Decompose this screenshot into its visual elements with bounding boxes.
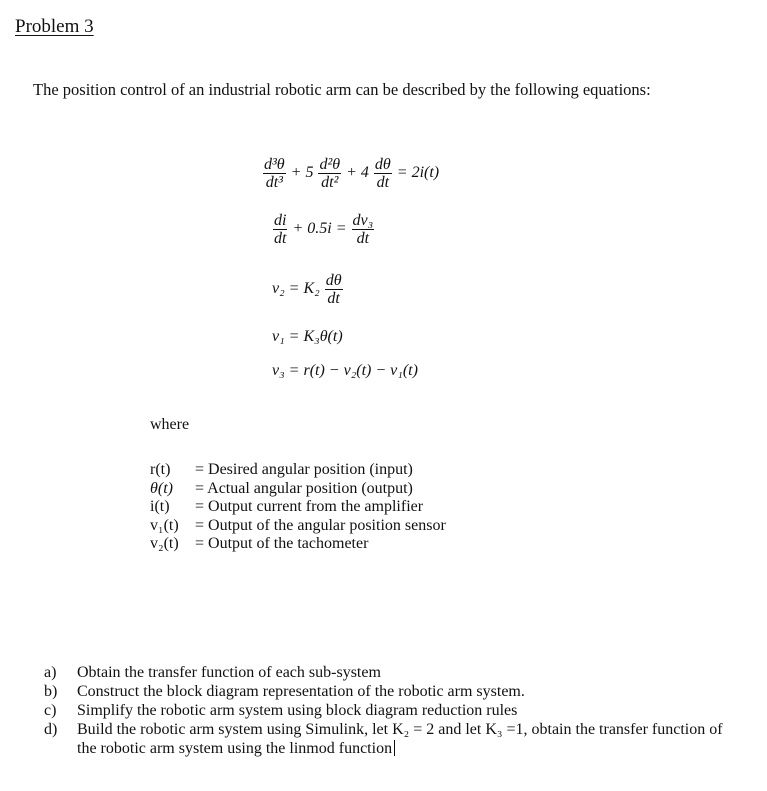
equation-2 (272, 212, 375, 247)
definition-row (150, 498, 446, 517)
intro-paragraph: The position control of an industrial robotic arm can be described by the following equations: (33, 80, 651, 99)
definition-text: = Output current from the amplifier (195, 498, 424, 515)
definition-text: = Actual angular position (output) (195, 479, 413, 497)
numerator: dv₃ (352, 212, 374, 229)
task-item-a (44, 663, 737, 682)
denominator: dt³ (265, 174, 283, 191)
equation-1-rhs: = 2i(t) (396, 164, 440, 182)
denominator: dt² (321, 174, 339, 191)
numerator: di (274, 212, 287, 229)
task-text (77, 720, 737, 758)
definition-symbol: v₁(t) (150, 516, 179, 534)
equation-4: v₁ = K₃θ(t) (272, 328, 343, 345)
tasks-list (44, 663, 737, 758)
text-cursor[interactable] (394, 740, 395, 756)
denominator: dt (274, 230, 287, 247)
definition-symbol: r(t) (150, 461, 171, 478)
denominator: dt (327, 290, 340, 307)
task-label: c) (44, 702, 57, 719)
denominator: dt (356, 230, 370, 247)
fraction-di-dt (273, 212, 287, 247)
equation-3 (272, 272, 344, 307)
denominator: dt (376, 174, 390, 191)
equation-5: v₃ = r(t) − v₂(t) − v₁(t) (272, 362, 418, 379)
definition-symbol: v₂(t) (150, 535, 179, 552)
definition-symbol: θ(t) (150, 479, 173, 497)
task-label: a) (44, 664, 57, 681)
task-text: Construct the block diagram representation of the robotic arm system. (77, 683, 525, 700)
fraction-dtheta-dt (374, 156, 392, 191)
equation-1 (262, 156, 439, 191)
task-item-b (44, 682, 737, 701)
coefficient-plus-4: + 4 (346, 164, 369, 182)
task-text-content: Build the robotic arm system using Simulink, let K₂ = 2 and let K₃ =1, obtain the transfer function of the robotic arm system using the linmod function (77, 721, 723, 757)
fraction-dv3-dt (352, 212, 375, 247)
task-label: b) (44, 683, 58, 700)
task-item-d (44, 720, 737, 758)
fraction-dtheta-dt (325, 272, 343, 307)
task-text: Obtain the transfer function of each sub-system (77, 664, 381, 681)
definition-row (150, 480, 446, 499)
definition-text: = Output of the tachometer (195, 535, 369, 552)
equation-2-middle: + 0.5i = (292, 220, 347, 238)
equation-3-lhs: v₂ = K₂ (272, 280, 320, 298)
task-item-c (44, 701, 737, 720)
fraction-d3theta-dt3 (263, 156, 286, 191)
definition-text: = Output of the angular position sensor (195, 516, 446, 534)
numerator: dθ (374, 156, 391, 173)
numerator: dθ (325, 272, 342, 289)
task-label: d) (44, 721, 58, 738)
fraction-d2theta-dt2 (318, 156, 341, 191)
definition-row (150, 517, 446, 536)
definition-text: = Desired angular position (input) (195, 461, 413, 478)
definition-symbol: i(t) (150, 498, 170, 515)
definition-row (150, 535, 446, 554)
where-label: where (150, 416, 190, 433)
task-text: Simplify the robotic arm system using block diagram reduction rules (77, 702, 518, 719)
numerator: d²θ (319, 156, 341, 173)
definition-row (150, 461, 446, 480)
problem-title: Problem 3 (15, 16, 94, 37)
numerator: d³θ (264, 156, 285, 173)
coefficient-plus-5: + 5 (290, 164, 314, 182)
definitions-list (150, 461, 446, 554)
